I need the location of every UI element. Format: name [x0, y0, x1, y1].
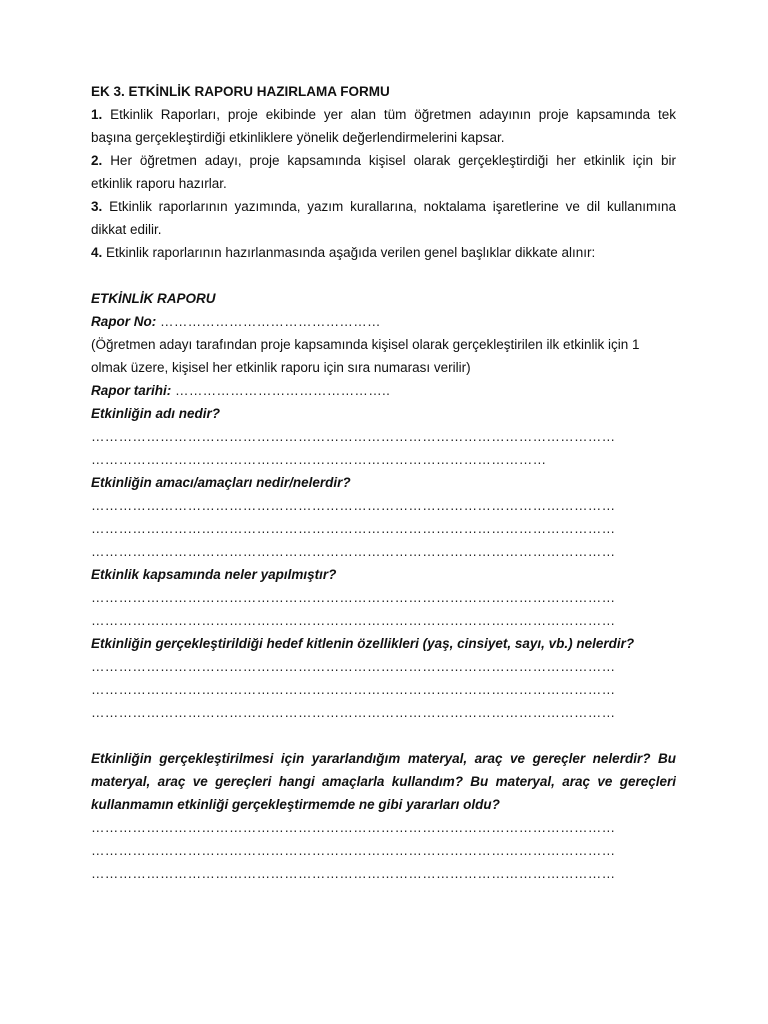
- question-5-label: Etkinliğin gerçekleştirilmesi için yararlandığım materyal, araç ve gereçler nelerdir? Bu: [91, 751, 676, 766]
- instruction-text: Her öğretmen adayı, proje kapsamında kişisel olarak gerçekleştirdiği her etkinlik için bir: [110, 153, 676, 168]
- spacer: [91, 264, 676, 287]
- answer-line[interactable]: ……………………………………………………………………………………………………: [91, 866, 616, 881]
- answer-line[interactable]: ……………………………………………………………………………………………………: [91, 659, 616, 674]
- report-note-line: (Öğretmen adayı tarafından proje kapsamında kişisel olarak gerçekleştirilen ilk etkinlik için 1: [91, 337, 640, 352]
- instruction-number: 4.: [91, 245, 103, 260]
- instruction-2: [91, 149, 676, 195]
- report-date-row: [91, 379, 676, 402]
- report-no-field[interactable]: …………………………………………: [160, 314, 381, 329]
- answer-line[interactable]: ……………………………………………………………………………………………………: [91, 521, 616, 536]
- form-title: EK 3. ETKİNLİK RAPORU HAZIRLAMA FORMU: [91, 84, 390, 99]
- instruction-text: Etkinlik raporlarının yazımında, yazım kurallarına, noktalama işaretlerine ve dil kullanımına: [109, 199, 676, 214]
- spacer: [91, 724, 676, 747]
- instruction-text: Etkinlik raporlarının hazırlanmasında aşağıda verilen genel başlıklar dikkate alınır:: [106, 245, 596, 260]
- answer-line[interactable]: ……………………………………………………………………………………………………: [91, 429, 616, 444]
- answer-line[interactable]: ……………………………………………………………………………………………………: [91, 590, 616, 605]
- report-note-line: olmak üzere, kişisel her etkinlik raporu için sıra numarası verilir): [91, 360, 471, 375]
- instruction-text: dikkat edilir.: [91, 222, 162, 237]
- instruction-text: etkinlik raporu hazırlar.: [91, 176, 227, 191]
- instruction-3: [91, 195, 676, 241]
- question-5-label: materyal, araç ve gereçleri hangi amaçlarla kullandım? Bu materyal, araç ve gereçleri: [91, 774, 676, 789]
- instruction-number: 3.: [91, 199, 103, 214]
- report-title: ETKİNLİK RAPORU: [91, 291, 216, 306]
- instruction-text: Etkinlik Raporları, proje ekibinde yer alan tüm öğretmen adayının proje kapsamında tek: [110, 107, 676, 122]
- answer-line[interactable]: ……………………………………………………………………………………………………: [91, 613, 616, 628]
- answer-line[interactable]: ……………………………………………………………………………………………………: [91, 498, 616, 513]
- instruction-number: 2.: [91, 153, 103, 168]
- answer-line[interactable]: ……………………………………………………………………………………………………: [91, 820, 616, 835]
- instruction-text: başına gerçekleştirdiği etkinliklere yönelik değerlendirmelerini kapsar.: [91, 130, 505, 145]
- question-3-label: Etkinlik kapsamında neler yapılmıştır?: [91, 567, 337, 582]
- report-date-label: Rapor tarihi:: [91, 383, 172, 398]
- answer-line[interactable]: ……………………………………………………………………………………………………: [91, 544, 616, 559]
- question-5-label: kullanmamın etkinliği gerçekleştirmemde ne gibi yararları oldu?: [91, 797, 500, 812]
- answer-line[interactable]: ………………………………………………………………………………………: [91, 452, 547, 467]
- question-1-label: Etkinliğin adı nedir?: [91, 406, 221, 421]
- instruction-4: [91, 241, 676, 264]
- report-no-label: Rapor No:: [91, 314, 157, 329]
- answer-line[interactable]: ……………………………………………………………………………………………………: [91, 682, 616, 697]
- document-content: [91, 80, 676, 885]
- answer-line[interactable]: ……………………………………………………………………………………………………: [91, 843, 616, 858]
- answer-line[interactable]: ……………………………………………………………………………………………………: [91, 705, 616, 720]
- instruction-1: [91, 103, 676, 149]
- report-no-row: [91, 310, 676, 333]
- question-4-label: Etkinliğin gerçekleştirildiği hedef kitlenin özellikleri (yaş, cinsiyet, sayı, vb.) nelerdir?: [91, 636, 635, 651]
- report-date-field[interactable]: ………………………………………..: [175, 383, 391, 398]
- question-2-label: Etkinliğin amacı/amaçları nedir/nelerdir?: [91, 475, 351, 490]
- instruction-number: 1.: [91, 107, 103, 122]
